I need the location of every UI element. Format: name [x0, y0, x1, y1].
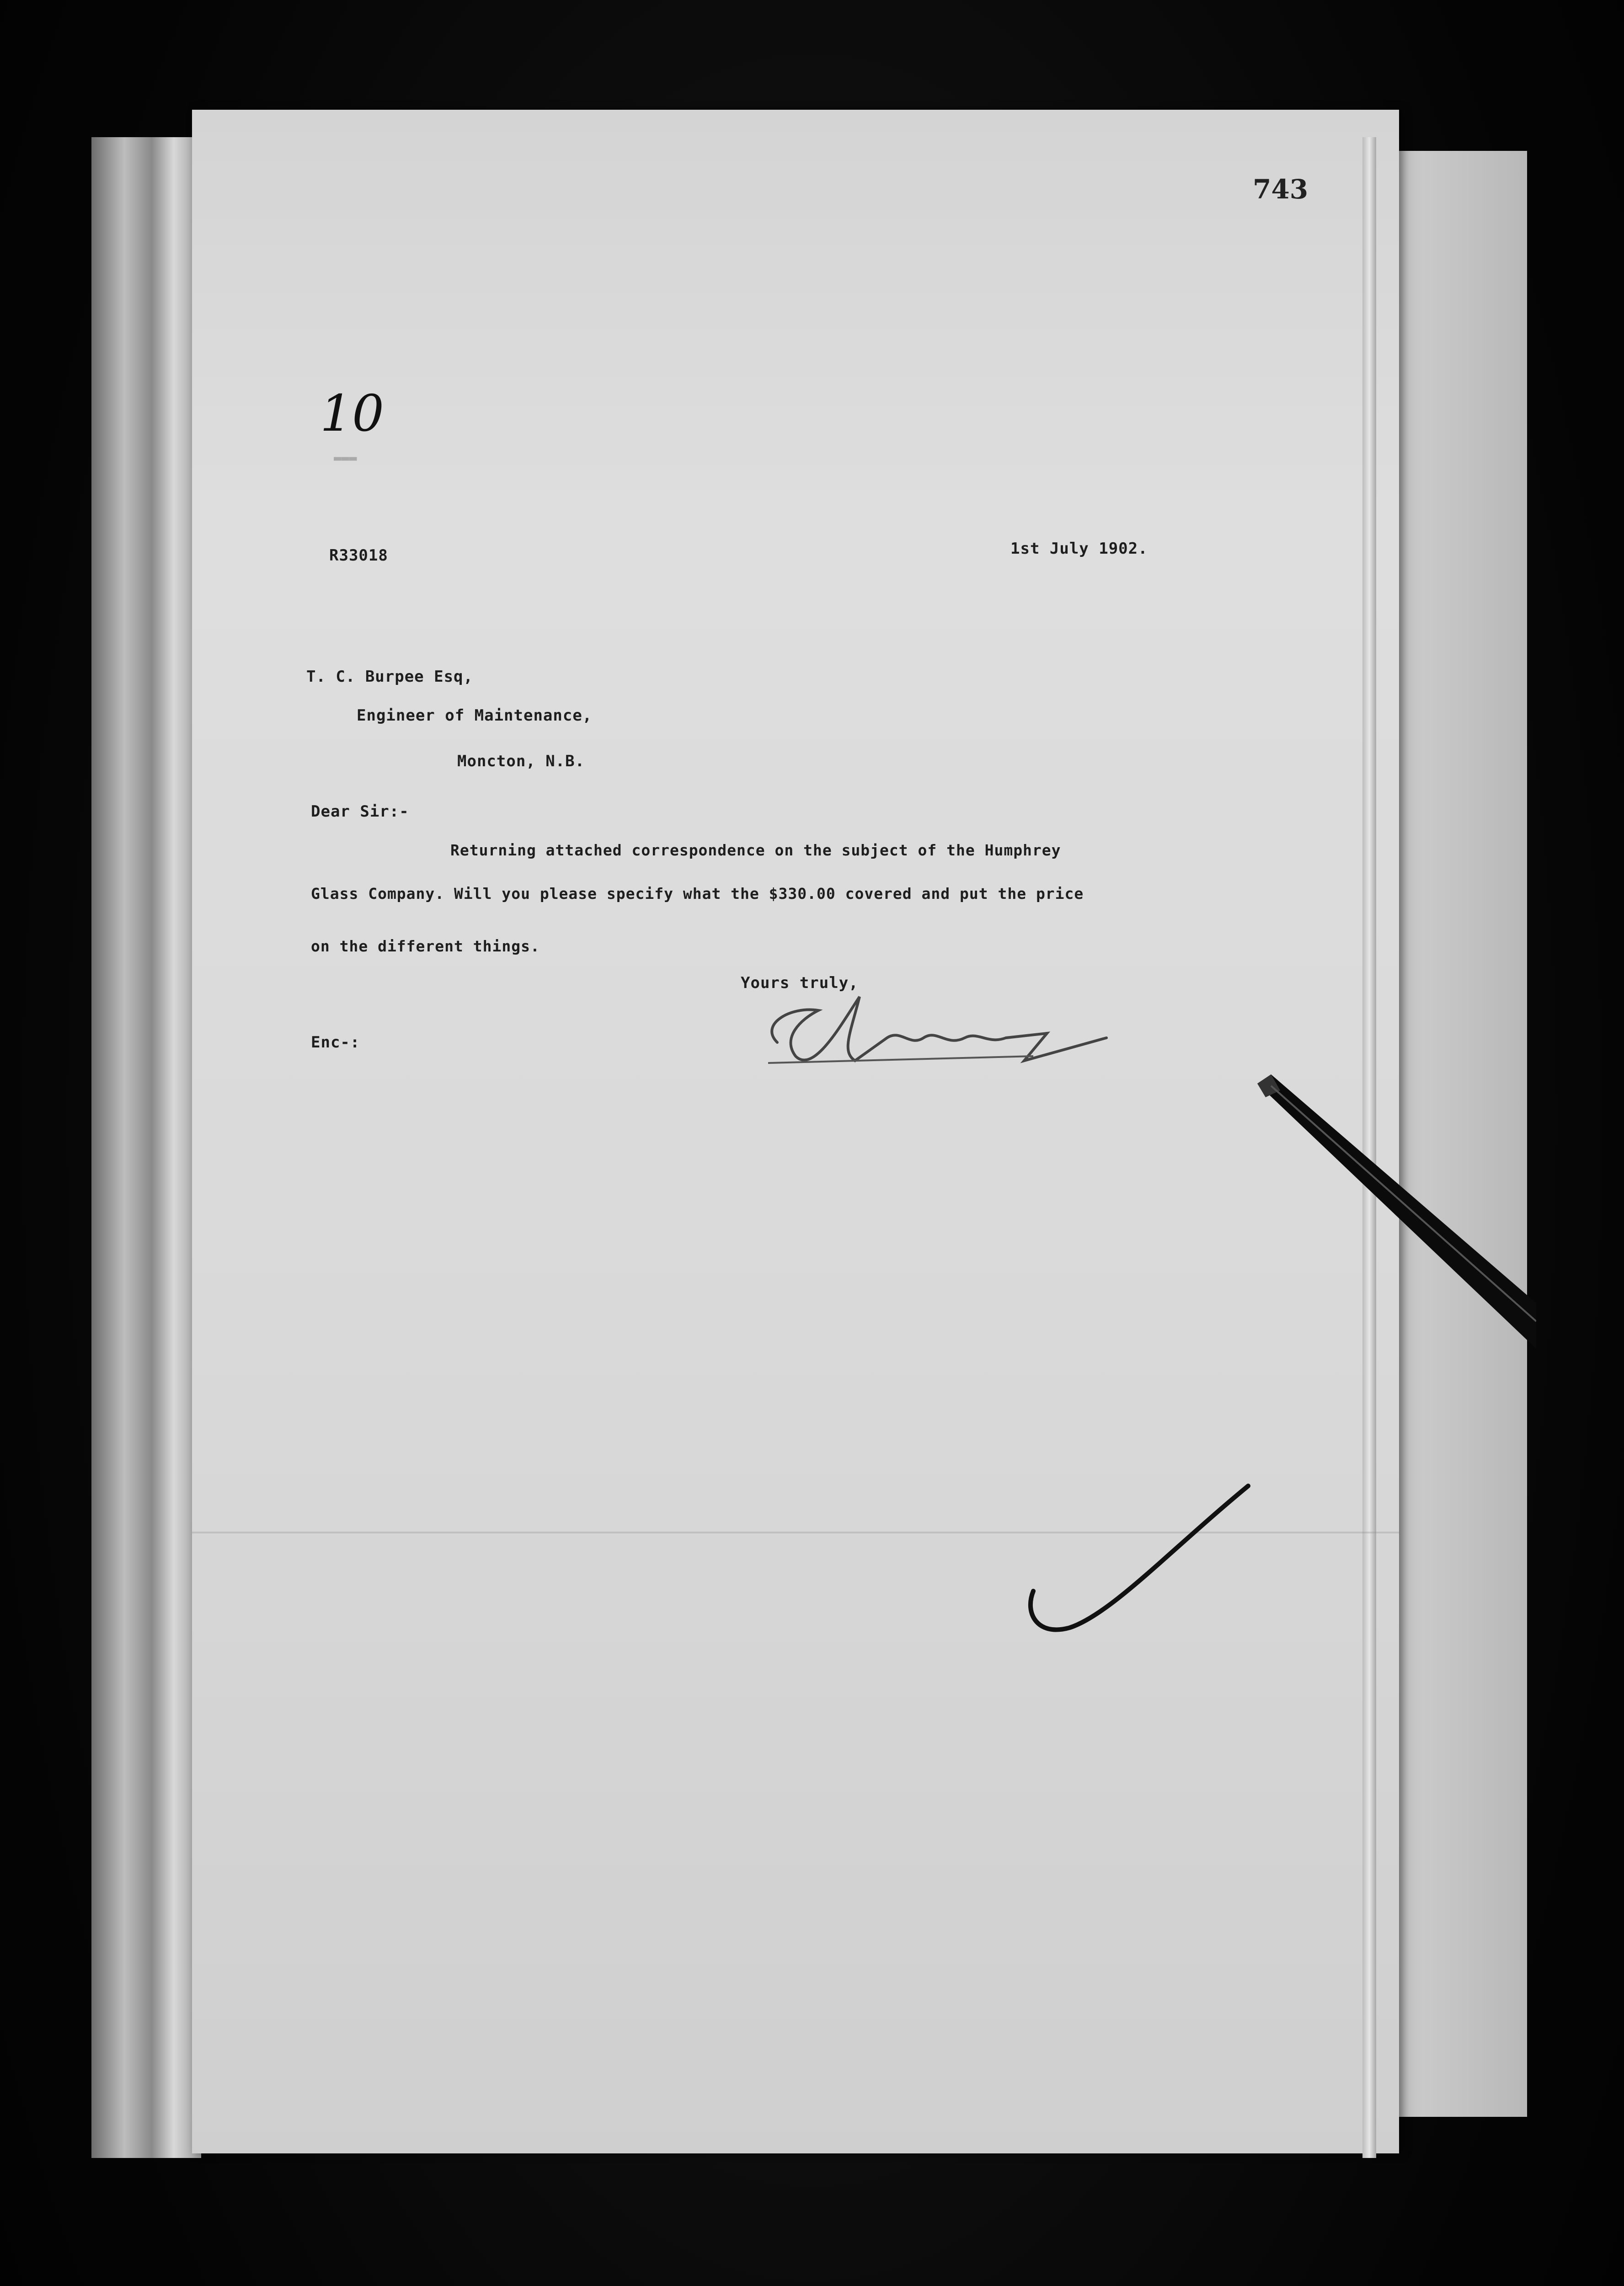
body-line: Returning attached correspondence on the subject of the Humphrey: [450, 841, 1061, 859]
folio-number: 743: [1253, 174, 1309, 205]
faint-imprint: ▬▬▬: [334, 450, 357, 465]
reference-number: R33018: [329, 546, 388, 565]
addressee-location: Moncton, N.B.: [457, 752, 585, 770]
enclosure-note: Enc-:: [311, 1033, 360, 1052]
book-spine: [91, 137, 201, 2158]
check-mark-icon: [1020, 1477, 1257, 1650]
addressee-name: T. C. Burpee Esq,: [306, 668, 473, 686]
closing: Yours truly,: [741, 974, 859, 992]
signature: [750, 969, 1125, 1079]
body-line: on the different things.: [311, 937, 540, 955]
body-line: Glass Company. Will you please specify what the $330.00 covered and put the price: [311, 885, 1084, 903]
addressee-title: Engineer of Maintenance,: [357, 706, 593, 725]
salutation: Dear Sir:-: [311, 802, 409, 821]
handwritten-number: 10: [320, 384, 384, 443]
letter-date: 1st July 1902.: [1010, 539, 1148, 558]
pen-pointer-icon: [1244, 1065, 1536, 1458]
